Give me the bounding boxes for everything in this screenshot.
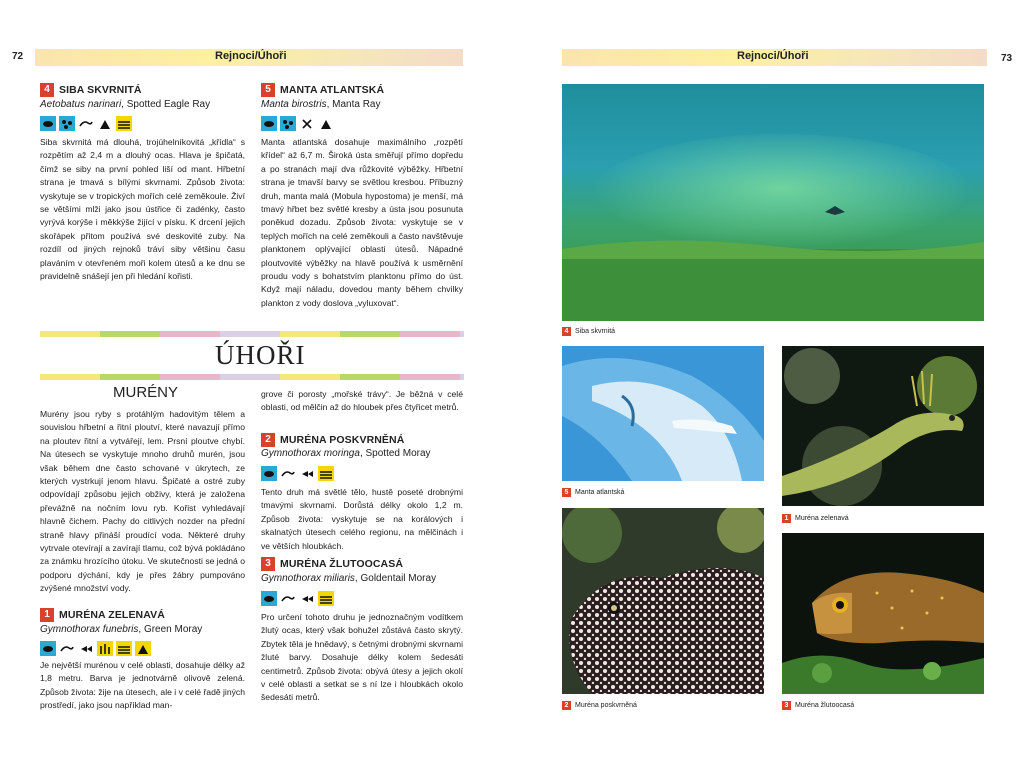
- water-icon: [40, 116, 56, 131]
- water-icon: [261, 466, 277, 481]
- sand-icon: [116, 641, 132, 656]
- species-number: 3: [261, 557, 275, 571]
- photo-caption: [562, 327, 615, 336]
- photo-green-moray: [782, 346, 984, 506]
- caption-number: 2: [562, 701, 571, 710]
- running-header: Rejnoci/Úhoři: [215, 50, 287, 62]
- species-text: Je největší murénou v celé oblasti, dosahuje délky až 1,8 metru. Barva je jednotvárně olivově zelená. Způsob života: žije na útesech, ale i v celé řadě jiných prostředí, jako jsou například man-: [40, 660, 245, 711]
- sand-icon: [318, 466, 334, 481]
- eel-icon: [280, 466, 296, 481]
- caption-number: 4: [562, 327, 571, 336]
- eel-icon: [280, 591, 296, 606]
- left-page: [0, 0, 480, 768]
- species-number: 5: [261, 83, 275, 97]
- water-icon: [40, 641, 56, 656]
- photo-caption: [562, 701, 637, 710]
- species-text-continued: grove či porosty „mořské trávy“. Je běžná v celé oblasti, od mělčin až do hloubek přes čtyřicet metrů.: [261, 389, 463, 413]
- page-number: 72: [12, 51, 24, 62]
- species-latin: Gymnothorax moringa, Spotted Moray: [261, 448, 431, 459]
- caption-text: Muréna poskvrněná: [575, 702, 637, 709]
- species-text: Tento druh má světlé tělo, hustě poseté drobnými tmavými skvrnami. Dorůstá délky okolo 1,2 m. Způsob života: vyskytuje se na korálových i skalnatých útesech celého regionu, na mělčinách i ve větších hloubkách.: [261, 487, 463, 551]
- sand-icon: [318, 591, 334, 606]
- photo-caption: [782, 701, 854, 710]
- right-page: [512, 0, 1024, 768]
- fish-icon: [78, 116, 94, 131]
- species-heading: [261, 433, 404, 447]
- section-subtitle: MURÉNY: [113, 384, 179, 401]
- fish-icon: [299, 591, 315, 606]
- water-icon: [261, 591, 277, 606]
- reef-icon: [135, 641, 151, 656]
- section-divider: [40, 331, 464, 337]
- caption-text: Siba skvrnitá: [575, 328, 616, 335]
- photo-eagle-ray: [562, 84, 984, 321]
- water-icon: [261, 116, 277, 131]
- section-title: ÚHOŘI: [215, 340, 306, 370]
- habitat-icons: [261, 116, 334, 131]
- species-name: SIBA SKVRNITÁ: [59, 84, 142, 96]
- caption-text: Manta atlantská: [575, 489, 625, 496]
- photo-spotted-moray: [562, 508, 764, 694]
- habitat-icons: [261, 466, 334, 481]
- species-latin: Gymnothorax funebris, Green Moray: [40, 624, 203, 635]
- caption-text: Muréna zelenavá: [795, 515, 849, 522]
- running-header: Rejnoci/Úhoři: [737, 50, 809, 62]
- species-name: MURÉNA ŽLUTOOCASÁ: [280, 558, 404, 570]
- caption-number: 5: [562, 488, 571, 497]
- habitat-icons: [261, 591, 334, 606]
- species-number: 2: [261, 433, 275, 447]
- shell-icon: [97, 116, 113, 131]
- species-heading: [40, 83, 142, 97]
- section-intro: Murény jsou ryby s protáhlým hadovitým tělem a souvislou hřbetní a řitní ploutví, které navazují přímo na ploutev řitní a vytvářejí, lem. Prsní ploutve chybí. Na útesech se vyskytuje mnoho druhů murén, jsou však během dne často schované v úkrytech, ze kterých vystrkují jenom hlavu. Špičaté a ostré zuby odpovídají způsobu jejich obživy, která je založena převážně na nočním lovu ryb. Kořist vyhledávají hlavně čichem. Pachy do citlivých nozder na přední straně hlavy přináší proudící voda. Některé druhy vytrvale otevírají a zavírají tlamu, což bývá pokládáno za známku hrozícího útoku. Ve skutečnosti se jedná o podporu dýchání, kdy je přes žábry pumpováno zvýšené množství vody.: [40, 409, 245, 594]
- species-name: MURÉNA ZELENAVÁ: [59, 609, 165, 621]
- photo-caption: [562, 488, 624, 497]
- caption-number: 1: [782, 514, 791, 523]
- reef-icon: [318, 116, 334, 131]
- shoal-icon: [280, 116, 296, 131]
- shoal-icon: [59, 116, 75, 131]
- species-number: 1: [40, 608, 54, 622]
- species-name: MANTA ATLANTSKÁ: [280, 84, 385, 96]
- species-heading: [40, 608, 165, 622]
- fish-icon: [78, 641, 94, 656]
- caption-text: Muréna žlutoocasá: [795, 702, 855, 709]
- photo-goldentail-moray: [782, 533, 984, 694]
- sand-icon: [116, 116, 132, 131]
- species-text: Siba skvrnitá má dlouhá, trojúhelníkovitá „křídla“ s rozpětím až 2,4 m a dlouhý ocas. Hlava je špičatá, čímž se siby na první pohled liší od mant. Hřbetní strana je tmavá s bílými skvrnami. Způsob života: vyskytuje se v tropických mořích celé zeměkoule. Živí se většími mlži jako jsou ústřice či zadénky, často vyrývá korýše i měkkýše žijící v písku. K drcení jejich skořápek přitom používá své deskovité zuby. Na rozdíl od jiných rejnoků tráví siby většinu času plaváním v otevřeném moři kolem útesů a ke dnu se pravidelně snášejí jen při hledání kořisti.: [40, 137, 245, 282]
- species-number: 4: [40, 83, 54, 97]
- seagrass-icon: [97, 641, 113, 656]
- species-latin: Manta birostris, Manta Ray: [261, 99, 381, 110]
- eel-icon: [59, 641, 75, 656]
- species-heading: [261, 83, 384, 97]
- habitat-icons: [40, 116, 132, 131]
- species-latin: Gymnothorax miliaris, Goldentail Moray: [261, 573, 437, 584]
- photo-caption: [782, 514, 849, 523]
- page-number: 73: [1001, 53, 1013, 64]
- species-latin: Aetobatus narinari, Spotted Eagle Ray: [40, 99, 211, 110]
- caption-number: 3: [782, 701, 791, 710]
- species-text: Manta atlantská dosahuje maximálního „rozpětí křídel“ až 6,7 m. Široká ústa směřují přímo dopředu a po stranách mají dva růžkovité výběžky. Hřbetní strana je tmavší barvy se světlou kresbou. Příbuzný druh, manta malá (Mobula hypostoma) je menší, má tmavý hřbet bez světlé kresby a ústa jsou posunuta poněkud dozadu. Způsob života: vyskytuje se v teplých mořích na celé zeměkouli a často navštěvuje planktonem oplývající oblasti útesů. Nápadné ploutvovité výběžky na hlavě používá k usměrnění proudu vody s bohatstvím planktonu přímo do úst. Když mají náladu, dovedou manty během chvilky plankton z vody doslova „vyluxovat“.: [261, 137, 463, 308]
- photo-manta: [562, 346, 764, 481]
- plankton-icon: [299, 116, 315, 131]
- section-divider: [40, 374, 464, 380]
- species-heading: [261, 557, 403, 571]
- fish-icon: [299, 466, 315, 481]
- species-text: Pro určení tohoto druhu je jednoznačným vodítkem žlutý ocas, který však bohužel zůstává často skrytý. Zbytek těla je hnědavý, s četnými drobnými skvrnami žluté barvy. Dosahuje délky kolem šedesáti centimetrů. Způsob života: obývá útesy a jejich okolí v celé oblasti a setkat se s ní lze i hloubkách okolo šedesáti metrů.: [261, 612, 463, 703]
- habitat-icons: [40, 641, 151, 656]
- species-name: MURÉNA POSKVRNĚNÁ: [280, 434, 405, 446]
